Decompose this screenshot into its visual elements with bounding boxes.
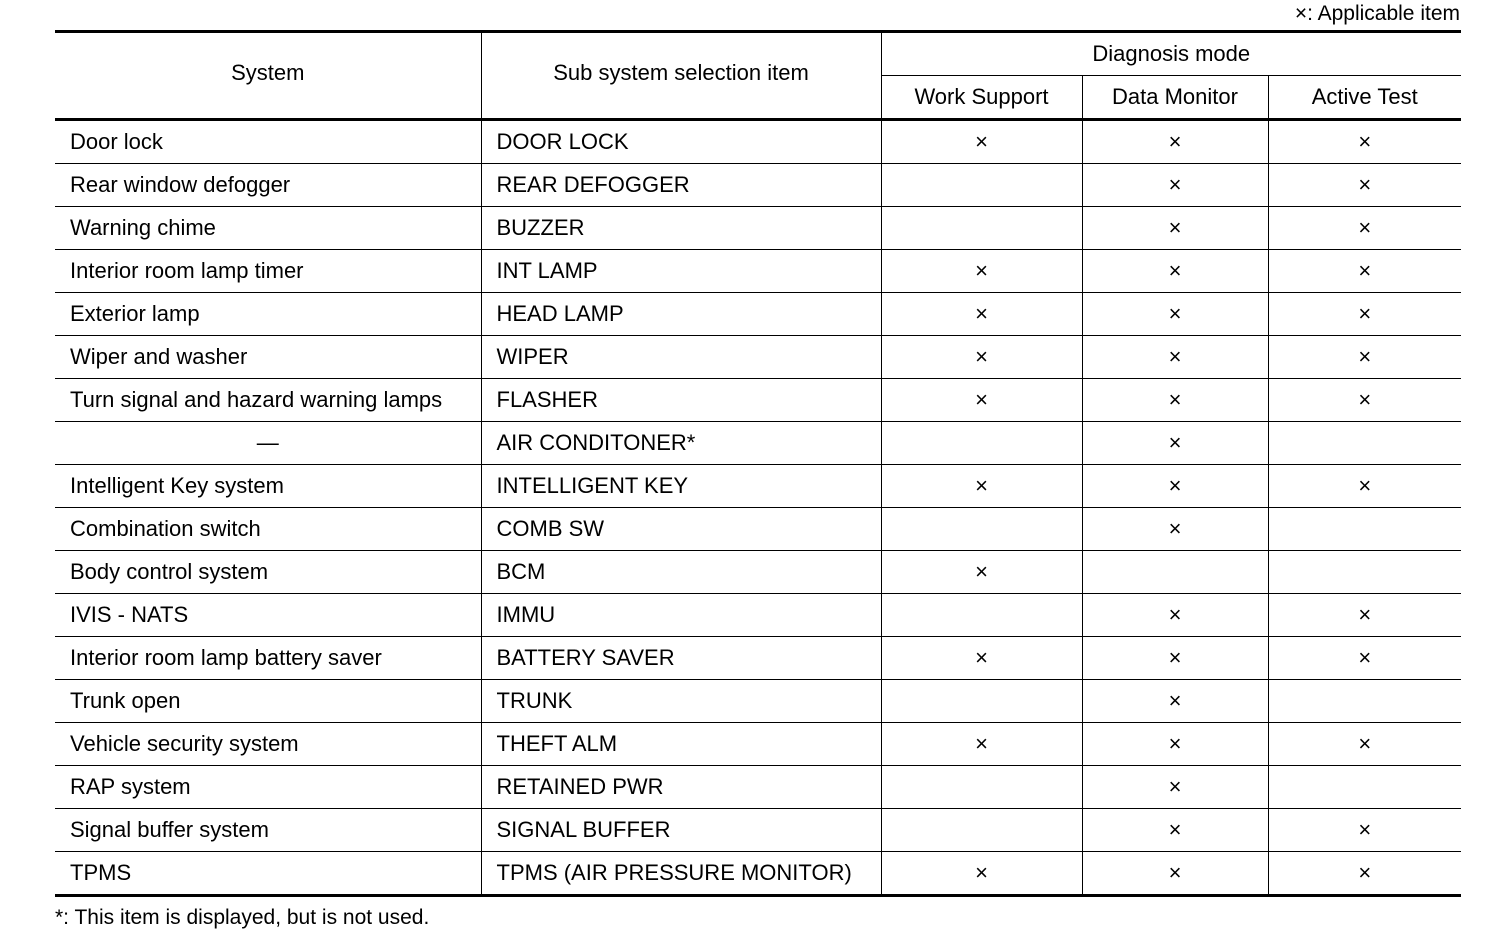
table-row <box>55 766 1461 809</box>
cell-system: Warning chime <box>55 207 481 250</box>
cell-data-monitor: × <box>1082 164 1268 207</box>
cell-work-support: × <box>881 120 1082 164</box>
header-diagnosis-mode: Diagnosis mode <box>881 32 1461 76</box>
cell-work-support: × <box>881 465 1082 508</box>
cell-system: Rear window defogger <box>55 164 481 207</box>
cell-sub-system: RETAINED PWR <box>481 766 881 809</box>
cell-active-test: × <box>1268 723 1461 766</box>
cell-sub-system: TPMS (AIR PRESSURE MONITOR) <box>481 852 881 896</box>
cell-active-test: × <box>1268 336 1461 379</box>
table-header-row <box>55 32 1461 76</box>
cell-system: RAP system <box>55 766 481 809</box>
cell-sub-system: INT LAMP <box>481 250 881 293</box>
cell-work-support: × <box>881 293 1082 336</box>
table-body <box>55 120 1461 896</box>
cell-sub-system: THEFT ALM <box>481 723 881 766</box>
cell-data-monitor: × <box>1082 422 1268 465</box>
cell-data-monitor: × <box>1082 637 1268 680</box>
cell-work-support: × <box>881 336 1082 379</box>
cell-active-test <box>1268 766 1461 809</box>
cell-work-support: × <box>881 852 1082 896</box>
cell-system: Turn signal and hazard warning lamps <box>55 379 481 422</box>
table-row <box>55 723 1461 766</box>
cell-system: Vehicle security system <box>55 723 481 766</box>
cell-data-monitor: × <box>1082 594 1268 637</box>
cell-data-monitor: × <box>1082 465 1268 508</box>
cell-system: Trunk open <box>55 680 481 723</box>
cell-system: Interior room lamp battery saver <box>55 637 481 680</box>
table-row <box>55 680 1461 723</box>
cell-sub-system: WIPER <box>481 336 881 379</box>
cell-work-support <box>881 164 1082 207</box>
cell-work-support <box>881 594 1082 637</box>
cell-work-support: × <box>881 551 1082 594</box>
table-row <box>55 551 1461 594</box>
cell-active-test: × <box>1268 250 1461 293</box>
table-row <box>55 164 1461 207</box>
cell-work-support: × <box>881 250 1082 293</box>
diagnosis-mode-table <box>55 30 1461 897</box>
cell-active-test: × <box>1268 293 1461 336</box>
table-row <box>55 508 1461 551</box>
cell-work-support <box>881 680 1082 723</box>
cell-work-support <box>881 207 1082 250</box>
cell-sub-system: INTELLIGENT KEY <box>481 465 881 508</box>
cell-sub-system: DOOR LOCK <box>481 120 881 164</box>
cell-active-test: × <box>1268 809 1461 852</box>
cell-data-monitor: × <box>1082 852 1268 896</box>
cell-work-support <box>881 508 1082 551</box>
cell-sub-system: SIGNAL BUFFER <box>481 809 881 852</box>
cell-system: TPMS <box>55 852 481 896</box>
cell-work-support: × <box>881 379 1082 422</box>
table-row <box>55 336 1461 379</box>
cell-active-test: × <box>1268 207 1461 250</box>
table-row <box>55 379 1461 422</box>
cell-system: Interior room lamp timer <box>55 250 481 293</box>
cell-sub-system: AIR CONDITONER* <box>481 422 881 465</box>
cell-data-monitor: × <box>1082 207 1268 250</box>
table-row <box>55 207 1461 250</box>
cell-sub-system: REAR DEFOGGER <box>481 164 881 207</box>
cell-data-monitor: × <box>1082 809 1268 852</box>
cell-sub-system: HEAD LAMP <box>481 293 881 336</box>
cell-sub-system: FLASHER <box>481 379 881 422</box>
cell-work-support: × <box>881 637 1082 680</box>
cell-system: — <box>55 422 481 465</box>
header-system: System <box>55 32 481 120</box>
cell-active-test: × <box>1268 594 1461 637</box>
cell-system: Intelligent Key system <box>55 465 481 508</box>
table-row <box>55 594 1461 637</box>
cell-sub-system: IMMU <box>481 594 881 637</box>
cell-active-test: × <box>1268 465 1461 508</box>
cell-data-monitor: × <box>1082 508 1268 551</box>
cell-data-monitor: × <box>1082 120 1268 164</box>
cell-active-test: × <box>1268 120 1461 164</box>
table-row <box>55 293 1461 336</box>
cell-work-support <box>881 809 1082 852</box>
cell-work-support <box>881 422 1082 465</box>
applicable-item-legend: ×: Applicable item <box>1294 2 1460 25</box>
cell-data-monitor: × <box>1082 379 1268 422</box>
table-row <box>55 120 1461 164</box>
cell-data-monitor: × <box>1082 293 1268 336</box>
footnote: *: This item is displayed, but is not used. <box>55 906 430 929</box>
cell-system: Wiper and washer <box>55 336 481 379</box>
cell-data-monitor: × <box>1082 723 1268 766</box>
header-sub-system: Sub system selection item <box>481 32 881 120</box>
cell-active-test <box>1268 422 1461 465</box>
cell-sub-system: BATTERY SAVER <box>481 637 881 680</box>
header-active-test: Active Test <box>1268 76 1461 120</box>
cell-active-test <box>1268 508 1461 551</box>
cell-sub-system: BCM <box>481 551 881 594</box>
cell-work-support: × <box>881 723 1082 766</box>
header-work-support: Work Support <box>881 76 1082 120</box>
cell-active-test <box>1268 680 1461 723</box>
cell-data-monitor: × <box>1082 680 1268 723</box>
table-row <box>55 465 1461 508</box>
table-row <box>55 809 1461 852</box>
cell-data-monitor: × <box>1082 766 1268 809</box>
cell-active-test <box>1268 551 1461 594</box>
cell-data-monitor: × <box>1082 250 1268 293</box>
table-row <box>55 637 1461 680</box>
table-row <box>55 852 1461 896</box>
cell-system: IVIS - NATS <box>55 594 481 637</box>
cell-system: Signal buffer system <box>55 809 481 852</box>
cell-active-test: × <box>1268 637 1461 680</box>
cell-data-monitor <box>1082 551 1268 594</box>
cell-active-test: × <box>1268 379 1461 422</box>
cell-system: Exterior lamp <box>55 293 481 336</box>
header-data-monitor: Data Monitor <box>1082 76 1268 120</box>
cell-system: Body control system <box>55 551 481 594</box>
cell-system: Door lock <box>55 120 481 164</box>
table-row <box>55 422 1461 465</box>
cell-sub-system: TRUNK <box>481 680 881 723</box>
cell-active-test: × <box>1268 852 1461 896</box>
cell-sub-system: BUZZER <box>481 207 881 250</box>
cell-work-support <box>881 766 1082 809</box>
cell-system: Combination switch <box>55 508 481 551</box>
cell-active-test: × <box>1268 164 1461 207</box>
cell-data-monitor: × <box>1082 336 1268 379</box>
cell-sub-system: COMB SW <box>481 508 881 551</box>
table-row <box>55 250 1461 293</box>
